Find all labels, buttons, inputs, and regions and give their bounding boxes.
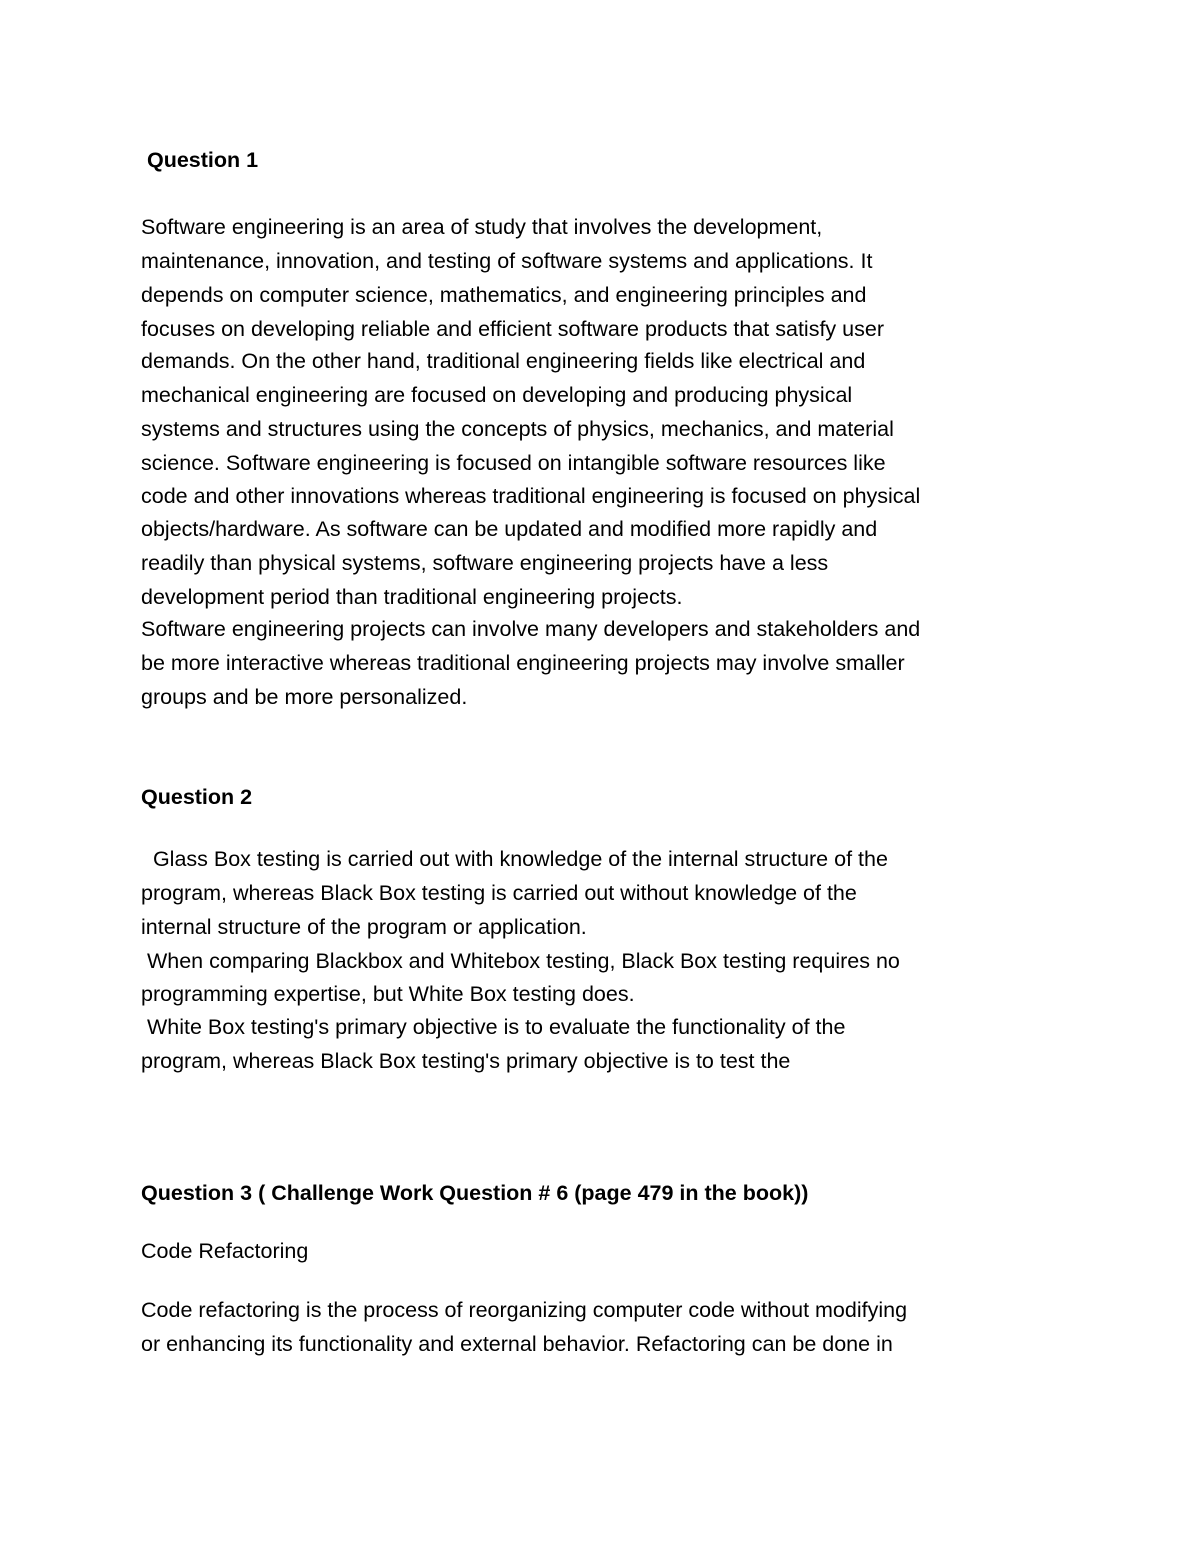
question-3-heading: Question 3 ( Challenge Work Question # 6 (page 479 in the book))	[141, 1181, 809, 1205]
question-1-line: systems and structures using the concepts of physics, mechanics, and material	[141, 417, 894, 441]
question-1-line: demands. On the other hand, traditional engineering fields like electrical and	[141, 349, 866, 373]
question-1-line: groups and be more personalized.	[141, 685, 468, 709]
question-1-line: focuses on developing reliable and efficient software products that satisfy user	[141, 317, 884, 341]
question-1-line: be more interactive whereas traditional engineering projects may involve smaller	[141, 651, 905, 675]
question-2-line: programming expertise, but White Box testing does.	[141, 982, 635, 1006]
question-3-line: Code refactoring is the process of reorganizing computer code without modifying	[141, 1298, 908, 1322]
question-2-line: When comparing Blackbox and Whitebox testing, Black Box testing requires no	[141, 949, 900, 973]
question-1-line: objects/hardware. As software can be updated and modified more rapidly and	[141, 517, 878, 541]
question-2-line: program, whereas Black Box testing's primary objective is to test the	[141, 1049, 791, 1073]
question-2-heading: Question 2	[141, 785, 253, 809]
question-1-heading: Question 1	[141, 148, 259, 172]
question-1-line: readily than physical systems, software engineering projects have a less	[141, 551, 829, 575]
question-1-line: Software engineering projects can involve many developers and stakeholders and	[141, 617, 921, 641]
question-1-line: development period than traditional engineering projects.	[141, 585, 683, 609]
question-1-line: maintenance, innovation, and testing of software systems and applications. It	[141, 249, 873, 273]
question-3-line: or enhancing its functionality and external behavior. Refactoring can be done in	[141, 1332, 893, 1356]
question-1-line: code and other innovations whereas traditional engineering is focused on physical	[141, 484, 921, 508]
question-1-line: Software engineering is an area of study that involves the development,	[141, 215, 823, 239]
question-2-line: Glass Box testing is carried out with knowledge of the internal structure of the	[141, 847, 888, 871]
question-1-line: depends on computer science, mathematics, and engineering principles and	[141, 283, 867, 307]
question-1-line: mechanical engineering are focused on developing and producing physical	[141, 383, 853, 407]
question-1-line: science. Software engineering is focused on intangible software resources like	[141, 451, 886, 475]
question-2-line: internal structure of the program or application.	[141, 915, 587, 939]
question-2-line: program, whereas Black Box testing is carried out without knowledge of the	[141, 881, 857, 905]
question-3-subheading: Code Refactoring	[141, 1239, 309, 1263]
question-2-line: White Box testing's primary objective is to evaluate the functionality of the	[141, 1015, 846, 1039]
